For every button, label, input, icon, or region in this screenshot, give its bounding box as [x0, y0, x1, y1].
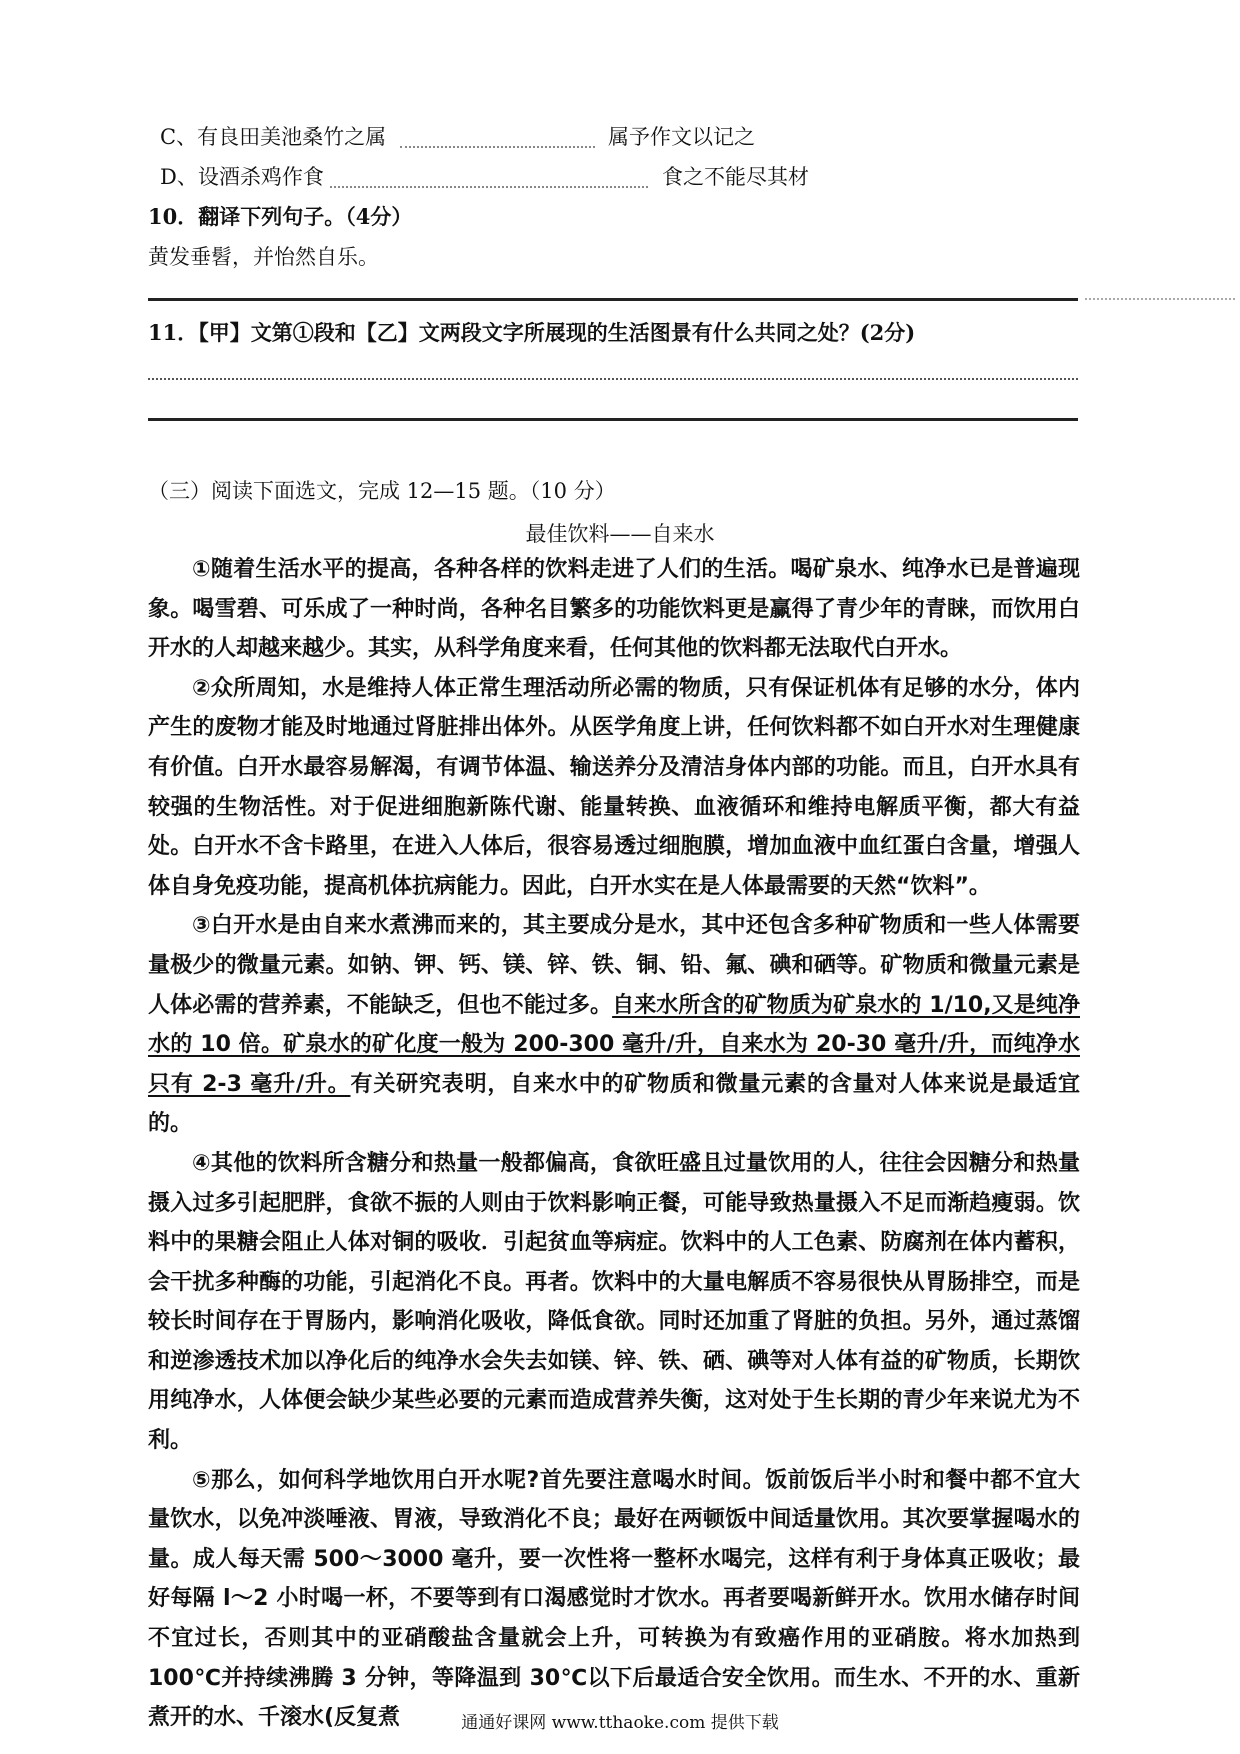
section-3-header: （三）阅读下面选文，完成 12—15 题。（10 分）: [148, 479, 616, 503]
paragraph-5: ⑤那么，如何科学地饮用白开水呢?首先要注意喝水时间。饭前饭后半小时和餐中都不宜大量饮水，以免冲淡唾液、胃液，导致消化不良；最好在两顿饭中间适量饮用。其次要掌握喝水的量。成人每天需 500～3000 毫升，要一次性将一整杯水喝完，这样有利于身体真正吸收；最好每隔 l～2 小时喝一杯，不要等到有口渴感觉时才饮水。再者要喝新鲜开水。饮用水储存时间不宜过长，否则其中的亚硝酸盐含量就会上升，可转换为有致癌作用的亚硝胺。将水加热到 100℃并持续沸腾 3 分钟，等降温到 30℃以下后最适合安全饮用。而生水、不开的水、重新煮开的水、千滚水(反复煮: [148, 1467, 1080, 1731]
fill-blank-d: [330, 186, 648, 188]
article-body: [148, 550, 1080, 1738]
question-10-label: 10．翻译下列句子。（4分）: [148, 204, 413, 229]
answer-line-11b: [148, 418, 1078, 421]
question-11-label: 11．【甲】文第①段和【乙】文两段文字所展现的生活图景有什么共同之处？(2分): [148, 320, 916, 345]
option-c-right: 属予作文以记之: [608, 125, 755, 149]
paragraph-3: [148, 906, 1080, 1144]
fill-blank-c: [400, 146, 595, 148]
paragraph-2: ②众所周知，水是维持人体正常生理活动所必需的物质，只有保证机体有足够的水分，体内产生的废物才能及时地通过肾脏排出体外。从医学角度上讲，任何饮料都不如白开水对生理健康有价值。白开水最容易解渴，有调节体温、输送养分及清洁身体内部的功能。而且，白开水具有较强的生物活性。对于促进细胞新陈代谢、能量转换、血液循环和维持电解质平衡，都大有益处。白开水不含卡路里，在进入人体后，很容易透过细胞膜，增加血液中血红蛋白含量，增强人体自身免疫功能，提高机体抗病能力。因此，白开水实在是人体最需要的天然“饮料”。: [148, 675, 1080, 899]
paragraph-4: ④其他的饮料所含糖分和热量一般都偏高，食欲旺盛且过量饮用的人，往往会因糖分和热量摄入过多引起肥胖，食欲不振的人则由于饮料影响正餐，可能导致热量摄入不足而渐趋瘦弱。饮料中的果糖会阻止人体对铜的吸收．引起贫血等病症。饮料中的人工色素、防腐剂在体内蓄积，会干扰多种酶的功能，引起消化不良。再者。饮料中的大量电解质不容易很快从胃肠排空，而是较长时间存在于胃肠内，影响消化吸收，降低食欲。同时还加重了肾脏的负担。另外，通过蒸馏和逆渗透技术加以净化后的纯净水会失去如镁、锌、铁、硒、碘等对人体有益的矿物质，长期饮用纯净水，人体便会缺少某些必要的元素而造成营养失衡，这对处于生长期的青少年来说尤为不利。: [148, 1150, 1080, 1454]
answer-line-10: [148, 298, 1078, 301]
paragraph-3-part-a: ③白开水是由自来水煮沸而来的，其主要成分是水，其中还包含多种矿物质和一些人体需要量极少的微量元素。如钠、钾、钙、镁、锌、铁、铜、铅、氟、碘和硒等。矿物质和微量元素是人体必需的营养素，不能缺乏，但也不能过多。: [148, 913, 1080, 1018]
underlined-sentence: 自来水所含的矿物质为矿泉水的 1/10,又是纯净水的 10 倍。矿泉水的矿化度一般为 200-300 毫升/升，自来水为 20-30 毫升/升，而纯净水只有 2-3 毫升/升。: [148, 992, 1080, 1097]
paragraph-1: ①随着生活水平的提高，各种各样的饮料走进了人们的生活。喝矿泉水、纯净水已是普遍现象。喝雪碧、可乐成了一种时尚，各种名目繁多的功能饮料更是赢得了青少年的青睐，而饮用白开水的人却越来越少。其实，从科学角度来看，任何其他的饮料都无法取代白开水。: [148, 557, 1080, 662]
trailing-dots: [1085, 298, 1235, 300]
question-10-sentence: 黄发垂髫，并怡然自乐。: [148, 245, 379, 269]
option-c-left: C、有良田美池桑竹之属: [160, 125, 387, 149]
paragraph-3-part-b: 有关研究表明，自来水中的矿物质和微量元素的含量对人体来说是最适宜的。: [148, 1071, 1080, 1137]
answer-line-11a: [148, 378, 1078, 380]
option-d-right: 食之不能尽其材: [662, 165, 809, 189]
article-title: 最佳饮料——自来水: [525, 522, 715, 546]
footer-credit: 通通好课网 www.tthaoke.com 提供下载: [461, 1713, 779, 1733]
option-d-left: D、设酒杀鸡作食: [160, 165, 324, 189]
